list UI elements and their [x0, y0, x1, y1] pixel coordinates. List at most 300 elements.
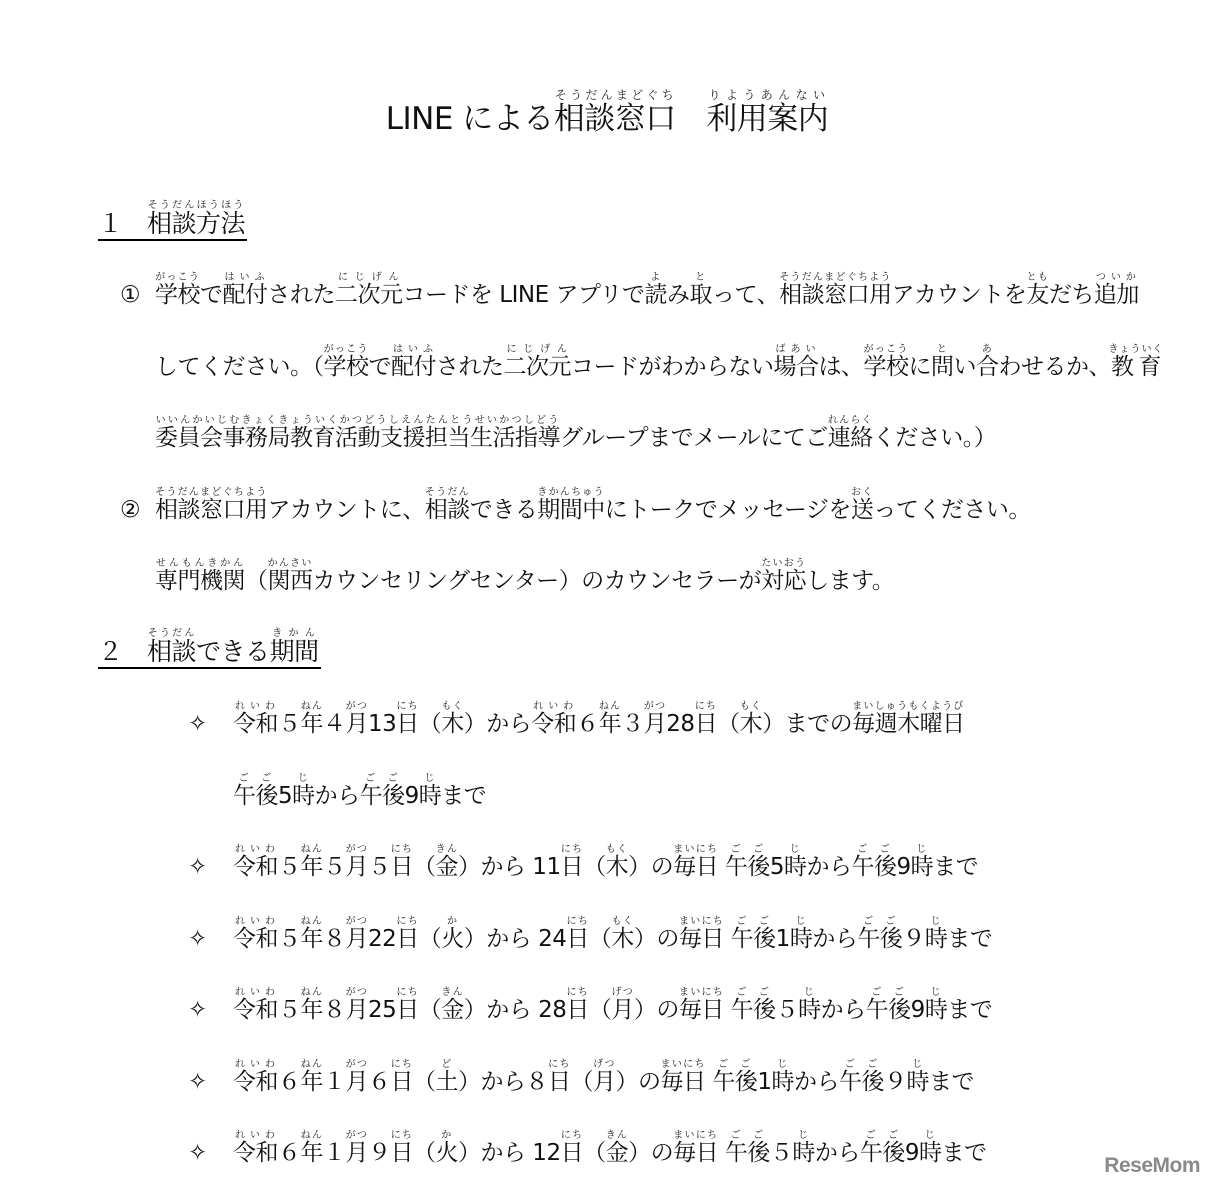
text-run: してください。（ — [155, 353, 324, 380]
text-run: ）から 12 — [458, 1140, 561, 1166]
furigana: にち — [566, 915, 589, 927]
furigana: ばあい — [773, 343, 819, 355]
ruby-word — [233, 915, 278, 952]
ruby-word — [678, 915, 724, 952]
ruby-word — [222, 272, 268, 308]
text-run: まで — [941, 1140, 987, 1166]
ruby-word — [359, 772, 405, 809]
furigana: おく — [850, 486, 874, 498]
furigana: ごご — [865, 987, 911, 998]
text-run: カウンセリングセンター）のカウンセラーが — [312, 568, 762, 594]
ruby-word — [300, 1130, 324, 1166]
text-run: から — [820, 997, 866, 1023]
ruby-word — [537, 486, 605, 523]
ruby-base: 専門機関 — [155, 568, 245, 594]
ruby-base: 午後 — [851, 854, 897, 880]
furigana: にじげん — [335, 272, 403, 283]
ruby-base: 木 — [739, 711, 763, 737]
text-run: から — [814, 1140, 860, 1166]
ruby-base: 月 — [611, 997, 634, 1023]
ruby-base: 令和 — [233, 925, 278, 952]
furigana: ねん — [300, 844, 323, 855]
ruby-word — [345, 987, 369, 1023]
furigana: きかんちゅう — [537, 486, 605, 498]
ruby-base: 午後 — [724, 854, 770, 880]
ruby-base: 毎日 — [660, 1068, 706, 1095]
ruby-base: 委員会事務局教育活動支援担当生活指導 — [155, 425, 560, 451]
text-run: （ — [413, 1140, 436, 1166]
text-run: で — [368, 353, 391, 380]
ruby-word — [548, 1058, 571, 1095]
ruby-word — [773, 343, 819, 380]
ruby-base: 友 — [1026, 282, 1049, 308]
ruby-base: 年 — [300, 1068, 323, 1095]
ruby-base: 年 — [300, 854, 323, 880]
ruby-base: 午後 — [730, 997, 776, 1023]
ruby-word — [233, 701, 278, 737]
furigana: がっこう — [863, 343, 909, 355]
ruby-base: 相談方法 — [147, 209, 246, 238]
ruby-word — [345, 844, 369, 880]
furigana: きん — [605, 1130, 629, 1141]
furigana: と — [689, 272, 713, 283]
ruby-word — [435, 1058, 459, 1095]
furigana: にち — [560, 1130, 584, 1141]
furigana: がつ — [345, 987, 368, 998]
period-line — [188, 773, 486, 811]
ruby-word — [300, 701, 324, 737]
text-run: から — [806, 854, 852, 880]
text-run: （ — [418, 997, 442, 1023]
furigana: ついか — [1093, 272, 1139, 283]
furigana: がつ — [345, 1058, 368, 1070]
furigana: そうだんほうほう — [147, 200, 246, 211]
furigana: にち — [396, 987, 419, 998]
ruby-word — [566, 987, 589, 1023]
text-run: ８ — [323, 997, 346, 1023]
ruby-word — [300, 987, 324, 1023]
ruby-base: 二次元 — [335, 282, 403, 308]
section-1-heading — [98, 200, 247, 241]
ruby-base: 月 — [593, 1068, 616, 1095]
paragraph-line — [120, 344, 1164, 382]
ruby-word — [560, 844, 584, 880]
text-run: （ — [588, 925, 612, 952]
furigana: そうだんまどぐちよう — [155, 486, 268, 498]
ruby-word — [269, 628, 319, 666]
ruby-word — [706, 88, 829, 137]
text-run: ５ — [323, 854, 346, 880]
ruby-base: 木 — [605, 854, 629, 880]
furigana: まいにち — [678, 987, 724, 998]
ruby-word — [851, 844, 897, 880]
text-run: ５ — [769, 1140, 793, 1166]
ruby-base: 月 — [345, 854, 368, 880]
ruby-word — [859, 1130, 905, 1166]
text-run: 1 — [775, 925, 790, 952]
furigana: にち — [390, 1130, 413, 1141]
text-run: 9 — [910, 997, 925, 1023]
furigana: そうだん — [147, 628, 197, 639]
ruby-word — [784, 844, 807, 880]
ruby-base: 午後 — [838, 1068, 884, 1095]
ruby-base: 二次元 — [503, 353, 571, 380]
text-run: ）から８ — [458, 1068, 548, 1095]
ruby-word — [233, 772, 278, 809]
ruby-base: 日 — [396, 925, 419, 952]
ruby-word — [233, 1130, 278, 1166]
furigana: ごご — [359, 772, 405, 784]
ruby-word — [396, 701, 419, 737]
ruby-word — [1108, 343, 1164, 380]
ruby-base: 時 — [919, 1140, 942, 1166]
text-run: い — [953, 353, 976, 380]
ruby-base: 日 — [694, 711, 718, 737]
text-run: 1 — [757, 1068, 772, 1095]
furigana: まいにち — [673, 844, 719, 855]
text-run: は、 — [818, 353, 864, 380]
text-run: （ — [413, 854, 436, 880]
period-line — [188, 916, 992, 954]
ruby-base: 学校 — [323, 353, 369, 380]
text-run: ）の — [628, 854, 674, 880]
text-run: 13 — [368, 711, 397, 737]
text-run: （ — [418, 925, 442, 952]
text-run: ５ — [278, 925, 301, 952]
furigana: じ — [418, 772, 442, 784]
ruby-word — [155, 272, 200, 308]
text-run: から — [812, 925, 858, 952]
text-run: （ — [583, 1140, 606, 1166]
furigana: かんさい — [267, 558, 313, 569]
ruby-word — [739, 701, 763, 737]
furigana: じ — [924, 987, 948, 998]
ruby-base: 連絡 — [827, 425, 873, 451]
period-line — [188, 844, 978, 882]
ruby-base: 午後 — [857, 925, 903, 952]
text-run — [718, 1140, 725, 1166]
ruby-word — [345, 1130, 369, 1166]
furigana: がっこう — [155, 272, 200, 283]
ruby-base: 時 — [906, 1068, 929, 1095]
ruby-word — [605, 844, 629, 880]
text-run: ）の — [633, 997, 679, 1023]
ruby-base: 時 — [798, 997, 821, 1023]
furigana: まいにち — [660, 1058, 706, 1070]
furigana: りようあんない — [706, 88, 829, 102]
ruby-base: 金 — [441, 997, 464, 1023]
ruby-base: 令和 — [233, 997, 278, 1023]
period-line — [188, 987, 992, 1025]
ruby-word — [345, 701, 369, 737]
text-run: ６ — [278, 1068, 301, 1095]
text-run: （ — [588, 997, 612, 1023]
text-run: アカウントを — [891, 282, 1027, 308]
ruby-word — [865, 987, 911, 1023]
ruby-base: 時 — [910, 854, 934, 880]
text-run: ６ — [368, 1068, 391, 1095]
ruby-base: 日 — [390, 854, 413, 880]
ruby-word — [390, 1130, 414, 1166]
furigana: じ — [798, 987, 821, 998]
ruby-base: 学校 — [863, 353, 909, 380]
ruby-base: 月 — [345, 997, 368, 1023]
text-run: まで — [947, 997, 993, 1023]
ruby-word — [919, 1130, 942, 1166]
ruby-word — [345, 915, 369, 952]
furigana: にち — [390, 1058, 413, 1070]
text-run: ４ — [323, 711, 346, 737]
furigana: と — [931, 343, 954, 355]
ruby-base: 毎週木曜日 — [852, 711, 965, 737]
ruby-word — [924, 987, 948, 1023]
paragraph-line — [120, 487, 1031, 525]
text-run: まで — [441, 782, 487, 809]
ruby-word — [155, 415, 560, 451]
ruby-base: 土 — [435, 1068, 458, 1095]
text-run: １ — [323, 1068, 346, 1095]
furigana: れいわ — [233, 987, 278, 998]
ruby-base: 配付 — [222, 282, 268, 308]
furigana: じ — [784, 844, 807, 855]
ruby-base: 時 — [418, 782, 442, 809]
text-run: （ — [245, 568, 268, 594]
ruby-base: 読 — [644, 282, 668, 308]
ruby-word — [673, 844, 719, 880]
text-run: に — [908, 353, 931, 380]
paragraph-line — [120, 415, 996, 453]
ruby-word — [910, 844, 934, 880]
ruby-base: 配付 — [391, 353, 436, 380]
text-run: まで — [928, 1068, 974, 1095]
ruby-base: 毎日 — [673, 1140, 719, 1166]
text-run: ってください。 — [873, 496, 1031, 523]
furigana: きん — [441, 987, 464, 998]
ruby-base: 時 — [792, 1140, 815, 1166]
text-run: ９ — [883, 1068, 907, 1095]
ruby-base: 時 — [924, 997, 948, 1023]
text-run: します。 — [806, 568, 895, 594]
furigana: ど — [435, 1058, 458, 1070]
text-run: （ — [570, 1068, 593, 1095]
ruby-word — [391, 343, 436, 380]
ruby-word — [850, 486, 874, 523]
ruby-base: 午後 — [859, 1140, 905, 1166]
text-run: ）の — [633, 925, 679, 952]
ruby-word — [838, 1058, 884, 1095]
furigana: ねん — [300, 1058, 323, 1070]
text-run: まで — [933, 854, 979, 880]
ruby-word — [789, 915, 813, 952]
furigana: そうだんまどぐちよう — [779, 272, 892, 283]
furigana: にち — [694, 701, 718, 712]
ruby-word — [761, 558, 807, 594]
ruby-base: 毎日 — [678, 925, 724, 952]
furigana: はいふ — [391, 343, 436, 355]
ruby-base: 時 — [784, 854, 807, 880]
furigana: よ — [644, 272, 668, 283]
ruby-base: 時 — [292, 782, 315, 809]
text-run — [718, 854, 725, 880]
ruby-word — [267, 558, 313, 594]
ruby-word — [798, 987, 821, 1023]
ruby-word — [155, 558, 245, 594]
text-run: ５ — [278, 711, 301, 737]
resemom-watermark-logo: ReseMom — [1104, 1154, 1200, 1177]
ruby-base: 日 — [560, 1140, 584, 1166]
text-run: コードを LINE アプリで — [402, 282, 645, 308]
text-run: ６ — [576, 711, 599, 737]
furigana: れんらく — [827, 415, 873, 426]
text-run: ）から 24 — [463, 925, 567, 952]
ruby-base: 年 — [598, 711, 622, 737]
ruby-word — [345, 1058, 369, 1095]
ruby-base: 年 — [300, 1140, 323, 1166]
ruby-base: 午後 — [730, 925, 776, 952]
furigana: じ — [919, 1130, 942, 1141]
text-run: ください。） — [872, 425, 997, 451]
furigana: ねん — [300, 987, 323, 998]
ruby-base: 相談 — [147, 637, 197, 666]
ruby-word — [1026, 272, 1049, 308]
ruby-word — [396, 987, 419, 1023]
ruby-word — [724, 844, 770, 880]
furigana: じ — [910, 844, 934, 855]
ruby-base: 月 — [345, 1068, 368, 1095]
ruby-word — [611, 987, 634, 1023]
furigana: ごご — [712, 1058, 758, 1070]
text-run: み — [667, 282, 690, 308]
ruby-base: 日 — [548, 1068, 571, 1095]
ruby-base: 相談窓口用 — [155, 496, 268, 523]
ruby-base: 問 — [931, 353, 954, 380]
ruby-base: 日 — [396, 997, 419, 1023]
section-2-heading — [98, 628, 321, 669]
paragraph-line — [120, 558, 894, 596]
ruby-word — [424, 486, 470, 523]
text-run: ）の — [628, 1140, 674, 1166]
period-line — [188, 1130, 987, 1168]
furigana: がつ — [345, 915, 368, 927]
ruby-base: 相談 — [424, 496, 470, 523]
four-pointed-star-icon: ✧ — [188, 1068, 207, 1095]
ruby-word — [779, 272, 892, 308]
ruby-base: 年 — [300, 711, 323, 737]
four-pointed-star-icon: ✧ — [188, 997, 207, 1023]
ruby-word — [643, 701, 667, 737]
furigana: きん — [435, 844, 458, 855]
furigana: ねん — [300, 915, 323, 927]
ruby-word — [730, 915, 776, 952]
period-line — [188, 701, 965, 739]
text-run: ６ — [278, 1140, 301, 1166]
furigana: まいにち — [673, 1130, 719, 1141]
furigana: せんもんきかん — [155, 558, 245, 569]
text-run: 5 — [278, 782, 293, 809]
furigana: にち — [566, 987, 589, 998]
text-run: （ — [583, 854, 606, 880]
furigana: もく — [441, 701, 464, 712]
text-run: ９ — [368, 1140, 391, 1166]
furigana: じ — [292, 772, 315, 784]
furigana: ごご — [859, 1130, 905, 1141]
ruby-base: 教育 — [1108, 353, 1164, 380]
furigana: とも — [1026, 272, 1049, 283]
ruby-word — [771, 1058, 794, 1095]
text-run: できる — [196, 637, 270, 666]
furigana: がつ — [345, 844, 368, 855]
furigana: れいわ — [233, 1058, 278, 1070]
four-pointed-star-icon: ✧ — [188, 711, 207, 737]
ruby-word — [441, 987, 464, 1023]
ruby-base: 時 — [789, 925, 813, 952]
text-run — [676, 101, 707, 137]
ruby-base: 午後 — [359, 782, 405, 809]
furigana: にち — [390, 844, 413, 855]
ruby-word — [792, 1130, 815, 1166]
furigana: ごご — [730, 915, 776, 927]
ruby-word — [605, 1130, 629, 1166]
furigana: ねん — [598, 701, 622, 712]
ruby-base: 年 — [300, 997, 323, 1023]
furigana: がつ — [345, 1130, 368, 1141]
text-run: 9 — [896, 854, 911, 880]
furigana: ごご — [730, 987, 776, 998]
furigana: はいふ — [222, 272, 268, 283]
ruby-word — [678, 987, 724, 1023]
text-run — [724, 926, 731, 952]
furigana: ごご — [233, 772, 278, 784]
text-run: ５ — [775, 997, 799, 1023]
ruby-word — [712, 1058, 758, 1095]
section-number: １ — [98, 209, 123, 238]
ruby-base: 月 — [345, 1140, 368, 1166]
furigana: いいんかいじむきょくきょういくかつどうしえんたんとうせいかつしどう — [155, 415, 560, 426]
ruby-word — [598, 701, 622, 737]
ruby-word — [323, 343, 369, 380]
ruby-word — [335, 272, 403, 308]
ruby-word — [300, 915, 324, 952]
ruby-word — [300, 844, 324, 880]
furigana: あ — [976, 343, 999, 355]
furigana: がつ — [643, 701, 667, 712]
ruby-base: 期間 — [269, 637, 319, 666]
ruby-base: 相談窓口 — [553, 101, 676, 137]
furigana: れいわ — [233, 1130, 278, 1141]
ruby-word — [390, 1058, 414, 1095]
ruby-base: 日 — [390, 1140, 413, 1166]
furigana: ごご — [838, 1058, 884, 1070]
four-pointed-star-icon: ✧ — [188, 925, 207, 952]
ruby-base: 取 — [689, 282, 713, 308]
ruby-word — [689, 272, 713, 308]
ruby-base: 日 — [566, 997, 589, 1023]
ruby-base: 場合 — [773, 353, 819, 380]
furigana: ごご — [851, 844, 897, 855]
furigana: ごご — [724, 844, 770, 855]
ruby-word — [863, 343, 909, 380]
ruby-word — [300, 1058, 324, 1095]
ruby-base: 火 — [435, 1140, 458, 1166]
ruby-word — [435, 844, 459, 880]
text-run: ３ — [621, 711, 644, 737]
ruby-base: 月 — [643, 711, 667, 737]
ruby-word — [827, 415, 873, 451]
furigana: もく — [605, 844, 629, 855]
ruby-word — [531, 701, 577, 737]
ruby-base: 時 — [771, 1068, 794, 1095]
ruby-base: 金 — [435, 854, 458, 880]
